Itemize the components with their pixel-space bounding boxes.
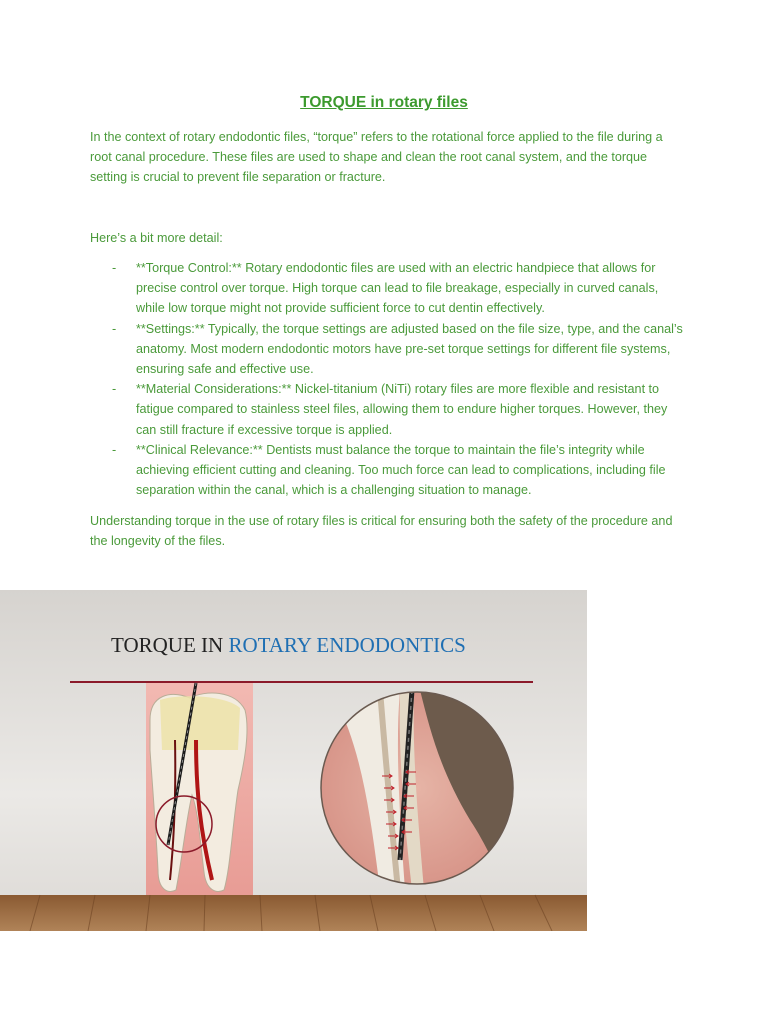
document-title: TORQUE in rotary files: [300, 94, 468, 111]
slide-title: [111, 633, 466, 657]
slide-title-part2: ROTARY ENDODONTICS: [228, 633, 466, 657]
list-item: [90, 319, 690, 380]
bullet-marker: -: [112, 321, 117, 336]
torque-illustration: [0, 590, 587, 931]
bullet-marker: -: [112, 442, 117, 457]
tooth-illustration: [146, 683, 253, 895]
bullet-marker: -: [112, 261, 117, 275]
list-item-text: **Clinical Relevance:** Dentists must balance the torque to maintain the file’s integrity while achieving efficient cutting and cleaning. Too much force can lead to complications, including file separation within the canal, which is a challenging situation to manage.: [136, 442, 666, 498]
wood-floor: [0, 895, 587, 931]
list-item: [90, 258, 690, 319]
bullet-marker: -: [112, 382, 117, 397]
illustration-svg: [0, 590, 587, 931]
slide-title-part1: TORQUE IN: [111, 633, 229, 657]
list-item-text: **Torque Control:** Rotary endodontic files are used with an electric handpiece that allows for precise control over torque. High torque can lead to file breakage, especially in curved canals, while low torque might not provide sufficient force to cut dentin effectively.: [136, 261, 659, 316]
list-item: [90, 379, 690, 440]
conclusion-paragraph: Understanding torque in the use of rotary files is critical for ensuring both the safety of the procedure and the longevity of the files.: [90, 514, 673, 549]
detail-list: [90, 258, 690, 500]
detail-lead: Here’s a bit more detail:: [90, 231, 223, 245]
list-item-text: **Settings:** Typically, the torque settings are adjusted based on the file size, type, and the canal’s anatomy. Most modern endodontic motors have pre-set torque settings for different file systems, ensuring safe and effective use.: [136, 321, 683, 377]
list-item-text: **Material Considerations:** Nickel-titanium (NiTi) rotary files are more flexible and resistant to fatigue compared to stainless steel files, allowing them to endure higher torques. However, they can still fracture if excessive torque is applied.: [136, 382, 668, 437]
list-item: [90, 440, 690, 501]
intro-paragraph: In the context of rotary endodontic files, “torque” refers to the rotational force applied to the file during a root canal procedure. These files are used to shape and clean the root canal system, and the torque setting is crucial to prevent file separation or fracture.: [90, 130, 663, 185]
